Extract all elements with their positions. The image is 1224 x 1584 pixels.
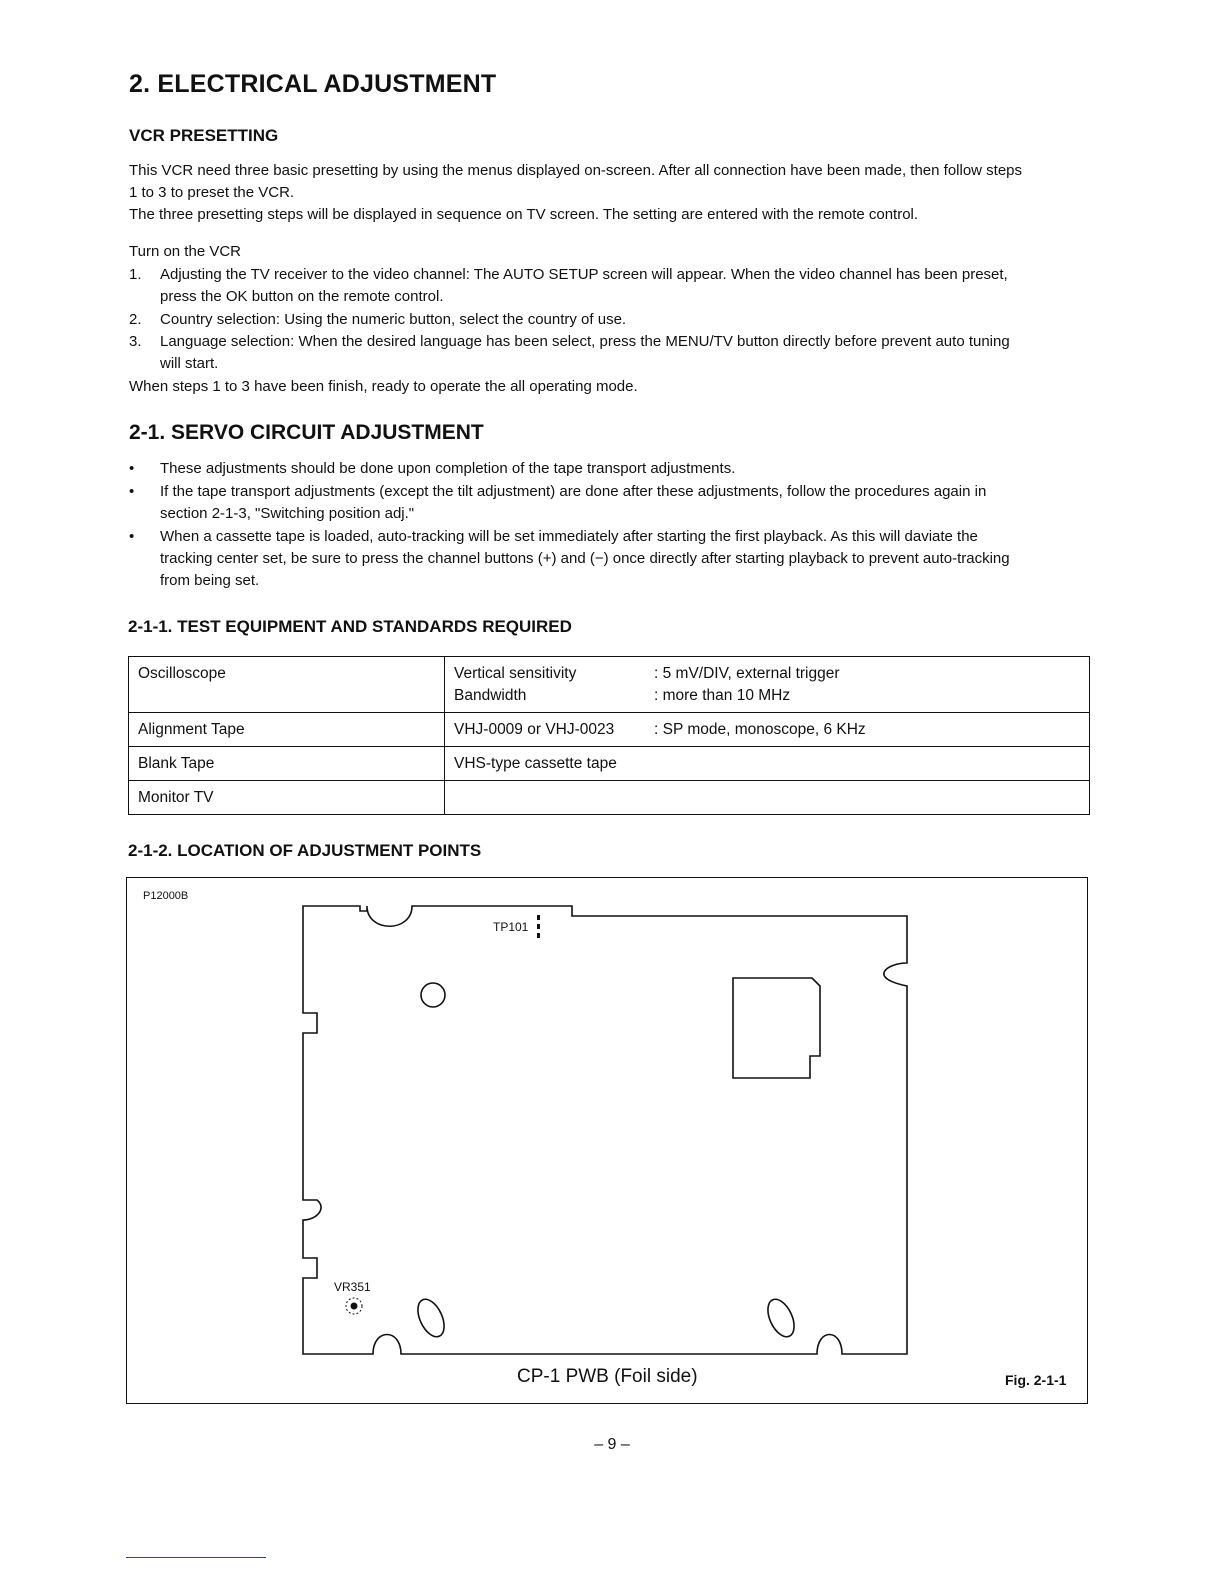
table-row xyxy=(129,781,1090,815)
equipment-spec xyxy=(445,781,1090,815)
tp101-label: TP101 xyxy=(493,920,529,934)
mounting-hole-icon xyxy=(763,1295,800,1341)
spec-value: : more than 10 MHz xyxy=(654,687,791,704)
list-text: If the tape transport adjustments (except the tilt adjustment) are done after these adjustments, follow the procedures again in xyxy=(160,483,987,500)
list-item xyxy=(129,526,1099,592)
mounting-hole-icon xyxy=(413,1295,450,1341)
mounting-hole-icon xyxy=(421,983,445,1007)
bullet-icon: • xyxy=(129,528,135,545)
equipment-spec xyxy=(445,657,1090,713)
figure-label: Fig. 2-1-1 xyxy=(1005,1372,1067,1388)
table-row xyxy=(129,657,1090,713)
list-item xyxy=(129,481,1099,525)
list-marker: 3. xyxy=(129,333,142,350)
spec-key: Bandwidth xyxy=(454,687,527,704)
vr351-point-icon xyxy=(346,1298,362,1314)
equipment-name: Monitor TV xyxy=(129,781,445,815)
list-text: tracking center set, be sure to press the channel buttons (+) and (−) once directly after starting playback to prevent auto-tracking xyxy=(160,550,1010,567)
figure-frame xyxy=(126,877,1088,1404)
list-item xyxy=(129,331,1099,375)
spec-key: VHJ-0009 or VHJ-0023 xyxy=(454,721,615,738)
list-text: When a cassette tape is loaded, auto-tracking will be set immediately after starting the first playback. As this will daviate the xyxy=(160,528,978,545)
vr351-label: VR351 xyxy=(334,1280,371,1294)
section-heading-vcr-presetting: VCR PRESETTING xyxy=(129,126,279,145)
list-text: section 2-1-3, "Switching position adj." xyxy=(160,505,415,522)
turn-on-text: Turn on the VCR xyxy=(129,243,241,260)
figure-code: P12000B xyxy=(143,890,189,902)
list-text: from being set. xyxy=(160,572,260,589)
tp101-point-icon xyxy=(537,915,540,938)
equipment-table xyxy=(128,656,1090,815)
bullet-icon: • xyxy=(129,483,135,500)
paragraph-intro-line1: This VCR need three basic presetting by using the menus displayed on-screen. After all connection have been made, then follow steps xyxy=(129,162,1023,179)
spec-key: VHS-type cassette tape xyxy=(454,755,617,772)
pwb-outline xyxy=(303,906,907,1354)
list-text: Country selection: Using the numeric button, select the country of use. xyxy=(160,311,627,328)
paragraph-intro xyxy=(129,160,1099,226)
list-text: Adjusting the TV receiver to the video channel: The AUTO SETUP screen will appear. When the video channel has been preset, xyxy=(160,266,1008,283)
list-marker: 2. xyxy=(129,311,142,328)
table-row xyxy=(129,747,1090,781)
spec-value: : SP mode, monoscope, 6 KHz xyxy=(654,721,866,738)
table-row xyxy=(129,713,1090,747)
equipment-name: Alignment Tape xyxy=(129,713,445,747)
section-heading-location: 2-1-2. LOCATION OF ADJUSTMENT POINTS xyxy=(128,841,482,860)
pwb-diagram xyxy=(127,878,1087,1403)
section-heading-servo: 2-1. SERVO CIRCUIT ADJUSTMENT xyxy=(129,421,484,444)
equipment-name: Oscilloscope xyxy=(129,657,445,713)
equipment-spec xyxy=(445,747,1090,781)
list-text: Language selection: When the desired language has been select, press the MENU/TV button directly before prevent auto tuning xyxy=(160,333,1010,350)
bullet-icon: • xyxy=(129,460,135,477)
list-text: press the OK button on the remote control. xyxy=(160,288,444,305)
list-item xyxy=(129,264,1099,308)
section-heading-test-equipment: 2-1-1. TEST EQUIPMENT AND STANDARDS REQUIRED xyxy=(128,617,572,636)
spec-value: : 5 mV/DIV, external trigger xyxy=(654,665,840,682)
footer-divider xyxy=(126,1557,266,1558)
list-item xyxy=(129,458,1099,480)
equipment-name: Blank Tape xyxy=(129,747,445,781)
closing-text: When steps 1 to 3 have been finish, ready to operate the all operating mode. xyxy=(129,378,638,395)
page-title: 2. ELECTRICAL ADJUSTMENT xyxy=(129,70,497,98)
equipment-spec xyxy=(445,713,1090,747)
page-number: – 9 – xyxy=(594,1436,630,1453)
figure-caption: CP-1 PWB (Foil side) xyxy=(517,1366,698,1387)
paragraph-intro-line2: 1 to 3 to preset the VCR. xyxy=(129,184,295,201)
list-marker: 1. xyxy=(129,266,142,283)
list-item xyxy=(129,309,1099,331)
component-outline-icon xyxy=(733,978,820,1078)
paragraph-sequence: The three presetting steps will be displayed in sequence on TV screen. The setting are entered with the remote control. xyxy=(129,206,919,223)
list-text: will start. xyxy=(160,355,219,372)
spec-key: Vertical sensitivity xyxy=(454,665,577,682)
list-text: These adjustments should be done upon completion of the tape transport adjustments. xyxy=(160,460,736,477)
